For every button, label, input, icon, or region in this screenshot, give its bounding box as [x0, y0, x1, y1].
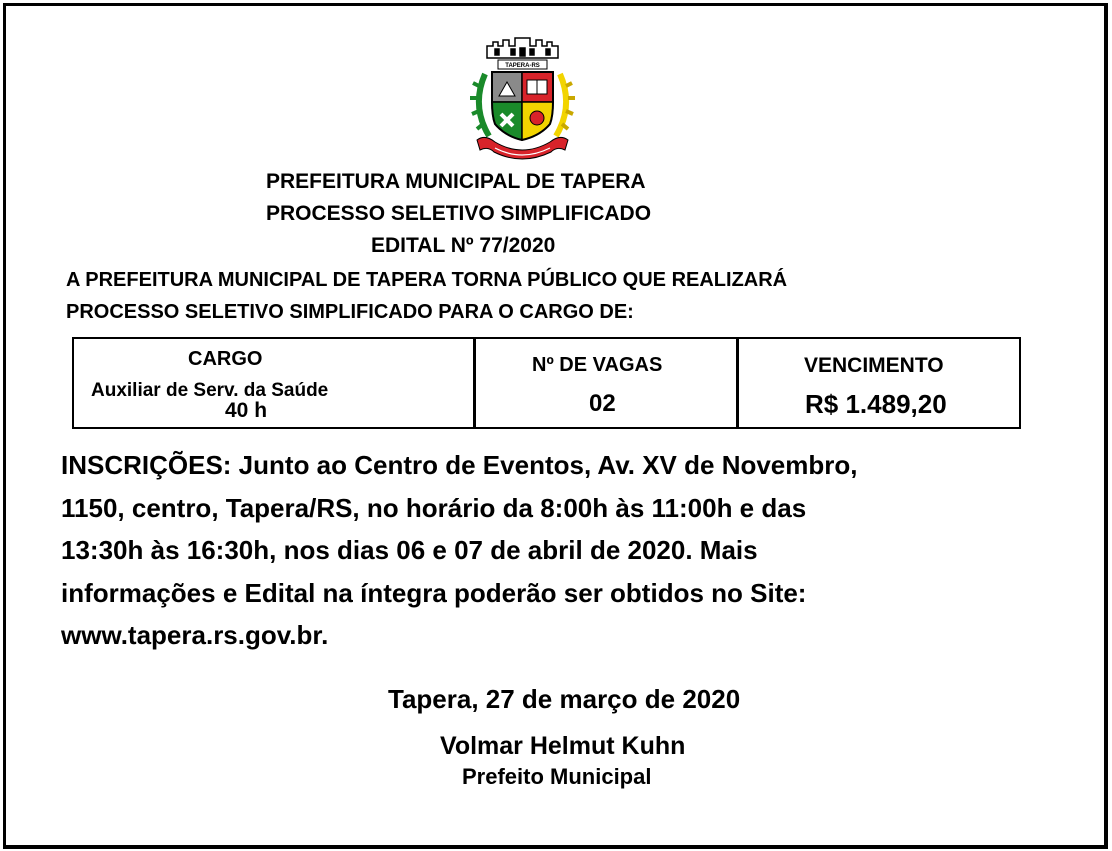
intro-line-1: A PREFEITURA MUNICIPAL DE TAPERA TORNA PÚBLICO QUE REALIZARÁ — [66, 269, 788, 291]
table-cell-vagas — [476, 339, 739, 427]
inscricoes-line-4: informações e Edital na íntegra poderão ser obtidos no Site: — [61, 577, 807, 608]
inscricoes-line-2: 1150, centro, Tapera/RS, no horário da 8:00h às 11:00h e das — [61, 492, 807, 523]
municipal-coat-of-arms-icon — [465, 36, 580, 161]
vagas-header: Nº DE VAGAS — [532, 354, 663, 376]
inscricoes-line-3: 13:30h às 16:30h, nos dias 06 e 07 de abril de 2020. Mais — [61, 535, 758, 565]
vacancy-table — [72, 337, 1021, 429]
crest-banner-text: TAPERA-RS — [505, 63, 540, 69]
inscricoes-website: www.tapera.rs.gov.br. — [61, 620, 329, 650]
header-line-processo: PROCESSO SELETIVO SIMPLIFICADO — [266, 202, 652, 225]
inscricoes-paragraph — [61, 444, 1061, 657]
cargo-value: Auxiliar de Serv. da Saúde — [91, 380, 329, 401]
table-cell-vencimento — [739, 339, 1019, 427]
signature-name: Volmar Helmut Kuhn — [440, 732, 686, 760]
header-line-prefeitura: PREFEITURA MUNICIPAL DE TAPERA — [266, 170, 646, 193]
mural-crown — [487, 38, 558, 58]
cargo-header: CARGO — [188, 348, 263, 370]
signature-title: Prefeito Municipal — [462, 764, 652, 789]
signature-date: Tapera, 27 de março de 2020 — [388, 684, 741, 714]
vencimento-header: VENCIMENTO — [804, 354, 944, 377]
cargo-hours: 40 h — [225, 399, 268, 422]
header-line-edital: EDITAL Nº 77/2020 — [371, 234, 556, 257]
vagas-value: 02 — [589, 390, 616, 417]
vencimento-value: R$ 1.489,20 — [805, 389, 947, 419]
inscricoes-line-1: INSCRIÇÕES: Junto ao Centro de Eventos, Av. XV de Novembro, — [61, 450, 858, 480]
table-cell-cargo — [74, 339, 476, 427]
intro-line-2: PROCESSO SELETIVO SIMPLIFICADO PARA O CARGO DE: — [66, 301, 634, 323]
